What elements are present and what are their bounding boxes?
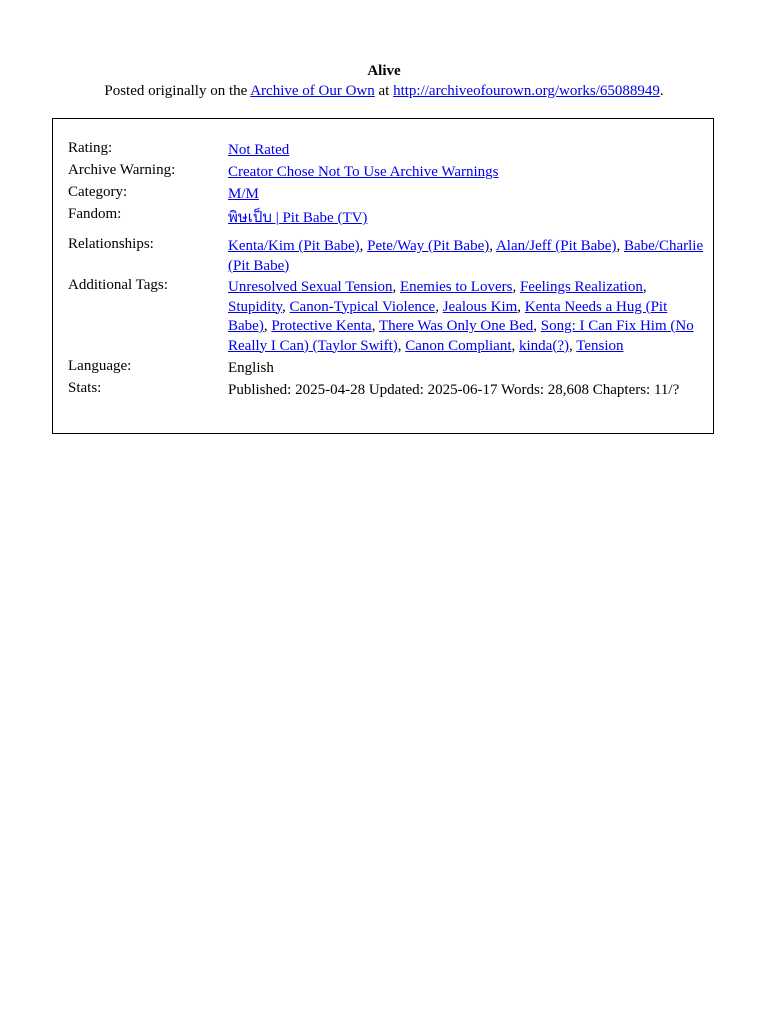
tags-label: Additional Tags: <box>68 277 168 293</box>
tag-link[interactable]: There Was Only One Bed <box>378 318 534 334</box>
tag-link[interactable]: Stupidity <box>228 298 283 315</box>
language-value: English <box>228 360 274 376</box>
tag-link[interactable]: Protective Kenta <box>271 318 372 334</box>
tag-link[interactable]: Feelings Realization <box>519 279 643 295</box>
language-label: Language: <box>68 358 132 374</box>
tag-link[interactable]: Kenta Needs a Hug (Pit Babe) <box>228 298 668 334</box>
relationships-list: Kenta/Kim (Pit Babe), Pete/Way (Pit Babe), Alan/Jeff (Pit Babe), Babe/Charlie (Pit Babe) <box>228 238 704 274</box>
fandom-label: Fandom: <box>68 206 122 222</box>
at-text: at <box>374 83 394 99</box>
category-label: Category: <box>68 184 128 200</box>
tag-link[interactable]: Unresolved Sexual Tension <box>228 279 393 295</box>
warning-link[interactable]: Creator Chose Not To Use Archive Warnings <box>228 164 499 180</box>
work-title: Alive <box>367 63 401 79</box>
archive-link[interactable]: Archive of Our Own <box>250 83 375 99</box>
work-url-link[interactable]: http://archiveofourown.org/works/65088949 <box>393 83 660 99</box>
fandom-link[interactable]: พิษเป็บ | Pit Babe (TV) <box>228 210 368 226</box>
relationship-link[interactable]: Babe/Charlie (Pit Babe) <box>228 238 704 274</box>
relationship-link[interactable]: Pete/Way (Pit Babe) <box>367 238 490 254</box>
tag-link[interactable]: kinda(?) <box>519 337 569 354</box>
meta-box <box>52 118 714 434</box>
period: . <box>659 83 664 99</box>
tag-link[interactable]: Tension <box>576 337 624 354</box>
tag-link[interactable]: Canon-Typical Violence <box>289 298 436 315</box>
relationship-link[interactable]: Alan/Jeff (Pit Babe) <box>495 238 617 254</box>
tag-link[interactable]: Song: I Can Fix Him (No Really I Can) (Taylor Swift) <box>228 318 694 354</box>
tag-link[interactable]: Canon Compliant <box>405 337 512 354</box>
posted-line <box>0 82 768 100</box>
rating-label: Rating: <box>68 140 113 156</box>
rating-link[interactable]: Not Rated <box>228 142 290 158</box>
stats-value: Published: 2025-04-28 Updated: 2025-06-17 Words: 28,608 Chapters: 11/? <box>228 382 680 398</box>
category-link[interactable]: M/M <box>228 186 259 202</box>
relationship-link[interactable]: Kenta/Kim (Pit Babe) <box>228 238 360 254</box>
stats-label: Stats: <box>68 380 102 396</box>
tags-list: Unresolved Sexual Tension, Enemies to Lovers, Feelings Realization, Stupidity, Canon-Typical Violence, Jealous Kim, Kenta Needs a Hug (Pit Babe), Protective Kenta, There Was Only One Bed, Song: I Can Fix Him (No Really I Can) (Taylor Swift), Canon Compliant, kinda(?), Tension <box>228 279 694 354</box>
tag-link[interactable]: Jealous Kim <box>442 298 518 315</box>
posted-prefix: Posted originally on the <box>104 83 251 99</box>
warning-label: Archive Warning: <box>68 162 176 178</box>
relationships-label: Relationships: <box>68 236 154 252</box>
tag-link[interactable]: Enemies to Lovers <box>399 279 513 295</box>
